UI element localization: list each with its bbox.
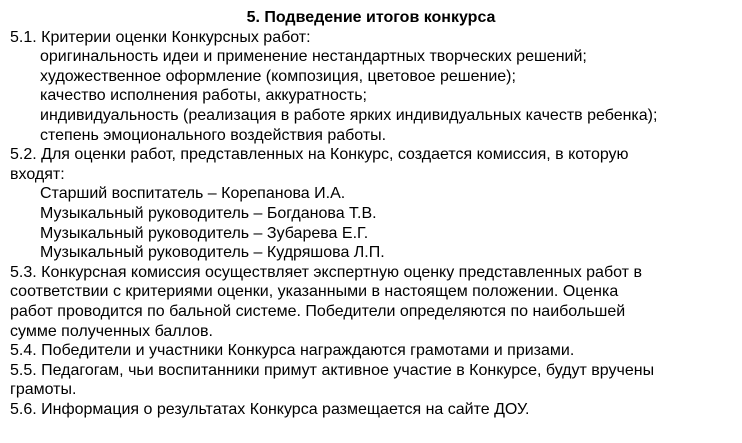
commission-member-4: Музыкальный руководитель – Кудряшова Л.П. [40,244,385,262]
criteria-item-quality: качество исполнения работы, аккуратность; [40,87,367,105]
criteria-item-originality: оригинальность идеи и применение нестандартных творческих решений; [40,48,587,66]
text-line-5-3-cont-2: работ проводится по бальной системе. Победители определяются по наибольшей [10,302,626,320]
criteria-item-emotion: степень эмоционального воздействия работы. [40,126,387,144]
text-line-5-2-cont: входят: [10,165,65,183]
criteria-item-individuality: индивидуальность (реализация в работе ярких индивидуальных качеств ребенка); [40,106,658,124]
text-line-5-5-cont: грамоты. [10,381,77,399]
text-line-5-3-cont-3: сумме полученных баллов. [10,322,213,340]
text-line-5-1: 5.1. Критерии оценки Конкурсных работ: [10,28,311,46]
commission-member-1: Старший воспитатель – Корепанова И.А. [40,185,346,203]
text-line-5-2: 5.2. Для оценки работ, представленных на Конкурс, создается комиссия, в которую [10,146,629,164]
commission-member-3: Музыкальный руководитель – Зубарева Е.Г. [40,224,369,242]
text-line-5-3: 5.3. Конкурсная комиссия осуществляет экспертную оценку представленных работ в [10,263,642,281]
text-line-5-3-cont-1: соответствии с критериями оценки, указанными в настоящем положении. Оценка [10,283,619,301]
commission-member-2: Музыкальный руководитель – Богданова Т.В. [40,204,377,222]
text-line-5-4: 5.4. Победители и участники Конкурса награждаются грамотами и призами. [10,342,575,360]
text-line-5-5: 5.5. Педагогам, чьи воспитанники примут активное участие в Конкурсе, будут вручены [10,361,655,379]
section-title: 5. Подведение итогов конкурса [246,9,496,26]
criteria-item-design: художественное оформление (композиция, цветовое решение); [40,67,516,85]
text-line-5-6: 5.6. Информация о результатах Конкурса размещается на сайте ДОУ. [10,400,530,418]
